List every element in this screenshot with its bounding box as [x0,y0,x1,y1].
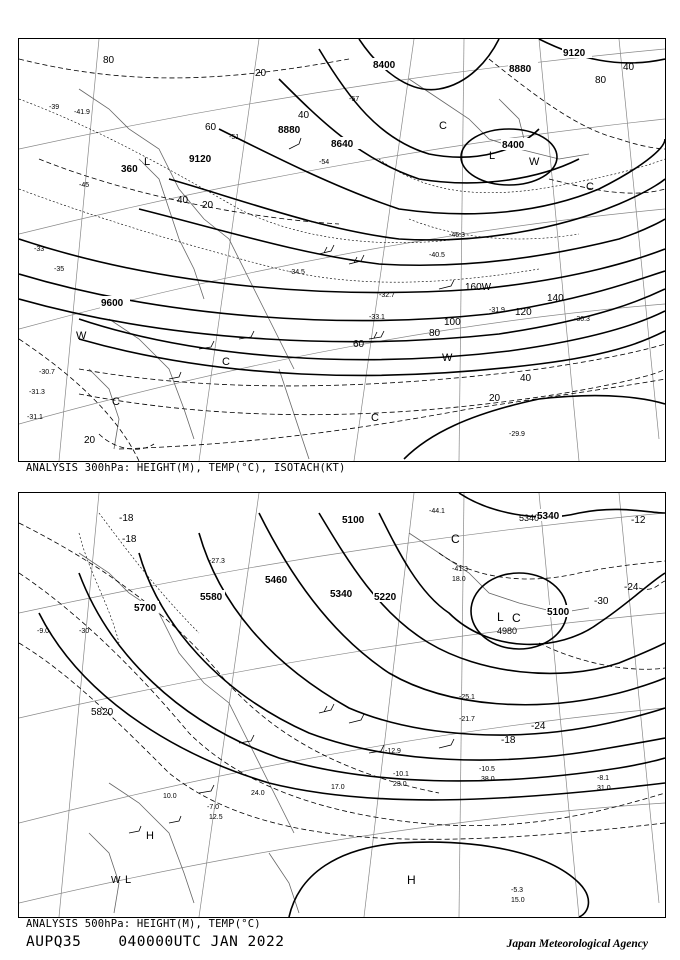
isotherm-label: -18 [501,735,516,746]
chart-code: AUPQ35 [26,934,82,950]
height-label: 9120 [189,154,212,165]
height-labels [100,46,592,309]
low-symbol: L [489,150,496,162]
temp-label: -5.3 [511,887,524,894]
map-500hpa-canvas [19,493,665,917]
analysis-300hpa-map [18,38,666,462]
temp-label: -8.1 [597,775,610,782]
isotherm-label: -24 [624,582,639,593]
isotach-label: 60 [353,339,365,350]
temp-label: -32.7 [379,292,395,299]
isotach-labels [84,55,635,446]
height-label: 5340 [519,513,540,523]
temp-label: -27.3 [209,558,225,565]
height-label: 8880 [278,125,301,136]
isotach-label: 80 [429,328,441,339]
height-label: 5100 [547,607,570,618]
temp-label: -10.1 [393,771,409,778]
temp-label: -7.0 [207,804,220,811]
isotach-label: 160W [465,282,492,293]
height-label: 8640 [331,139,354,150]
temp-label: -35 [54,266,65,273]
warm-symbol: W [111,875,121,886]
height-label: 5220 [374,592,397,603]
isotach-label: 140 [547,293,564,304]
temp-label: -44.1 [429,508,445,515]
isotherm-label: -24 [531,721,546,732]
warm-symbol: W [76,330,87,342]
dewpoint-label: 10.0 [163,793,177,800]
dewpoint-label: 23.0 [393,781,407,788]
isotach-label: 40 [298,110,310,121]
temp-label: -57 [349,96,360,103]
temp-label: -41.3 [452,566,468,573]
temp-label: -54 [319,159,330,166]
temperature-labels [37,508,611,904]
low-symbol: L [125,874,132,886]
map-300hpa-canvas [19,39,665,461]
isotach-label: 80 [103,55,115,66]
isotherm-label: -12 [631,515,646,526]
temp-label: -10.5 [479,766,495,773]
temp-label: -31.3 [29,389,45,396]
isotach-label: 20 [255,68,267,79]
analysis-500hpa-map [18,492,666,918]
temp-label: -30.7 [39,369,55,376]
temp-label: -33.1 [369,314,385,321]
temp-label: -40.5 [429,252,445,259]
height-label: 8880 [509,64,532,75]
temp-label: -33 [34,246,45,253]
isotach-label: 40 [623,62,635,73]
height-label: 5820 [91,707,114,718]
agency-name: Japan Meteorological Agency [506,938,648,950]
height-label: 4980 [497,626,518,636]
dewpoint-label: 18.0 [452,576,466,583]
dewpoint-label: 12.5 [209,814,223,821]
coastlines [79,79,589,459]
height-label: 8400 [502,140,525,151]
dewpoint-label: 15.0 [511,897,525,904]
isotach-label: 40 [177,195,189,206]
temp-label: -39 [49,104,60,111]
height-label: 5580 [200,592,223,603]
temp-label: -51 [229,134,240,141]
temp-label: -31.9 [489,307,505,314]
cold-symbol: C [451,532,460,546]
dewpoint-label: 31.0 [597,785,611,792]
height-contours [39,493,665,917]
height-label: 9120 [563,48,586,59]
temp-label: -12.9 [385,748,401,755]
isotach-label: 60 [205,122,217,133]
height-label: 5700 [134,603,157,614]
high-symbol: H [146,830,154,842]
cold-symbol: C [222,356,230,368]
isotach-label: 40 [520,373,532,384]
height-label: 8400 [373,60,396,71]
warm-symbol: W [529,156,540,168]
isotherm-label: -18 [119,513,134,524]
low-symbol: L [497,610,504,624]
temperature-contours [19,523,665,839]
chart-datetime: 040000UTC JAN 2022 [118,934,285,950]
cold-symbol: C [512,611,521,625]
isotach-label: 20 [84,435,96,446]
high-symbol: H [407,873,416,887]
temp-label: -9.0 [37,628,50,635]
temp-label: -25.1 [459,694,475,701]
chart-code-datetime [26,934,284,950]
isotach-label: 20 [202,200,214,211]
warm-symbol: W [442,352,453,364]
isotach-label: 20 [489,393,501,404]
dewpoint-label: 17.0 [331,784,345,791]
wind-barbs [129,704,454,833]
temp-label: -34.5 [289,269,305,276]
height-label: 5340 [537,511,560,522]
isotach-label: 80 [595,75,607,86]
isotach-label: 100 [444,317,461,328]
dewpoint-label: 38.0 [481,776,495,783]
caption-500hpa: ANALYSIS 500hPa: HEIGHT(M), TEMP(°C) [26,918,261,930]
height-label: 9600 [101,298,124,309]
temp-label: -41.9 [74,109,90,116]
isotach-label: 120 [515,307,532,318]
temp-label: -30 [79,628,90,635]
system-symbols [76,120,594,424]
cold-symbol: C [371,412,379,424]
cold-symbol: C [586,181,594,193]
temp-label: -21.7 [459,716,475,723]
cold-symbol: C [112,396,120,408]
low-symbol: L [144,156,151,168]
temp-label: -31.1 [27,414,43,421]
height-label: 5340 [330,589,353,600]
dewpoint-contours [79,513,199,643]
cold-symbol: C [439,120,447,132]
system-symbols [111,532,521,887]
temp-label: -45 [79,182,90,189]
temp-label: -29.9 [509,431,525,438]
temp-label: -46.3 [449,232,465,239]
dewpoint-label: 24.0 [251,790,265,797]
isotherm-labels [119,513,646,746]
isotherm-label: -18 [122,534,137,545]
caption-300hpa: ANALYSIS 300hPa: HEIGHT(M), TEMP(°C), ISOTACH(KT) [26,462,346,474]
height-label: 5460 [265,575,288,586]
height-label: 5100 [342,515,365,526]
isotherm-label: -30 [594,596,609,607]
temp-label: -30.3 [574,316,590,323]
height-label: 360 [121,164,138,175]
